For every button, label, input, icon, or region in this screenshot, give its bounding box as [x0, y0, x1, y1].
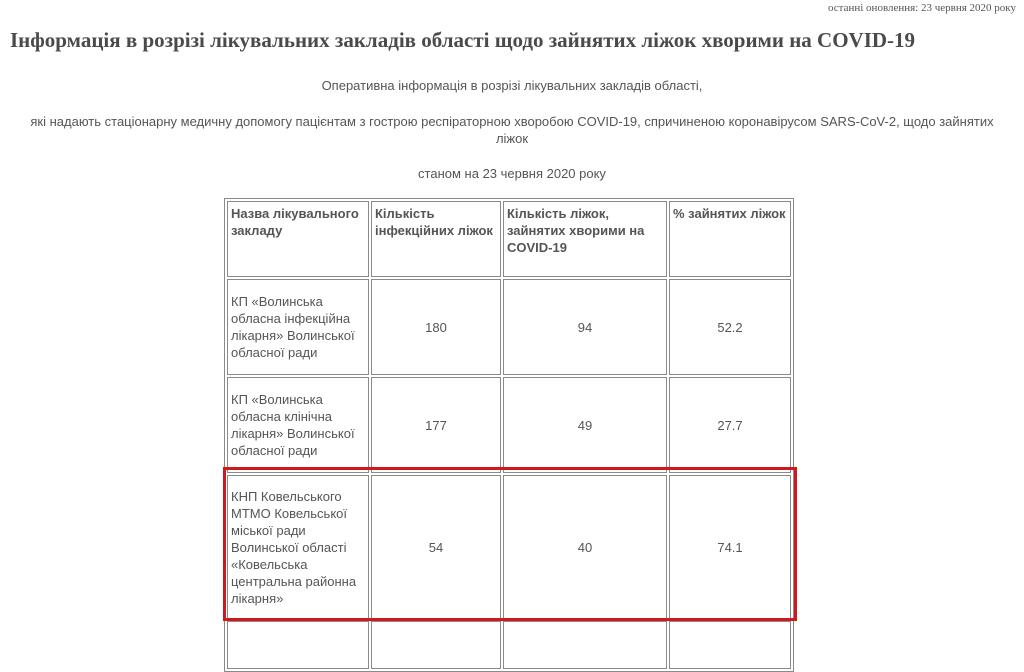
- cell-empty: [371, 621, 501, 669]
- cell-hospital-name: КП «Волинська обласна інфекційна лікарня» Волинської обласної ради: [227, 279, 369, 375]
- cell-occupied-percent: 27.7: [669, 377, 791, 473]
- table-row: [227, 279, 791, 375]
- cell-empty: [227, 621, 369, 669]
- cell-occupied-beds: 40: [503, 475, 667, 619]
- cell-occupied-percent: 74.1: [669, 475, 791, 619]
- header-infectious-beds: Кількість інфекційних ліжок: [371, 201, 501, 277]
- cell-infectious-beds: 177: [371, 377, 501, 473]
- cell-empty: [503, 621, 667, 669]
- intro-line-2: які надають стаціонарну медичну допомогу пацієнтам з гострою респіраторною хворобою COVID-19, спричиненою коронавірусом SARS-CoV-2, щодо зайнятих ліжок: [30, 114, 994, 146]
- cell-infectious-beds: 180: [371, 279, 501, 375]
- page-title: Інформація в розрізі лікувальних закладів області щодо зайнятих ліжок хворими на COVID-19: [10, 28, 916, 52]
- cell-hospital-name: КНП Ковельського МТМО Ковельської міської ради Волинської області «Ковельська центральна районна лікарня»: [227, 475, 369, 619]
- intro-line-1: Оперативна інформація в розрізі лікувальних закладів області,: [321, 78, 703, 93]
- last-updated-note: останні оновлення: 23 червня 2020 року: [828, 2, 1016, 14]
- cell-occupied-percent: 52.2: [669, 279, 791, 375]
- cell-occupied-beds: 94: [503, 279, 667, 375]
- cell-occupied-beds: 49: [503, 377, 667, 473]
- table-row-highlighted: [227, 475, 791, 619]
- intro-date: станом на 23 червня 2020 року: [418, 166, 606, 181]
- hospital-beds-table: [224, 198, 794, 672]
- cell-empty: [669, 621, 791, 669]
- table-header-row: [227, 201, 791, 277]
- header-hospital-name: Назва лікувального закладу: [227, 201, 369, 277]
- header-occupied-percent: % зайнятих ліжок: [669, 201, 791, 277]
- table-row: [227, 377, 791, 473]
- header-occupied-beds: Кількість ліжок, зайнятих хворими на COVID-19: [503, 201, 667, 277]
- table-row-partial: [227, 621, 791, 669]
- cell-infectious-beds: 54: [371, 475, 501, 619]
- cell-hospital-name: КП «Волинська обласна клінічна лікарня» Волинської обласної ради: [227, 377, 369, 473]
